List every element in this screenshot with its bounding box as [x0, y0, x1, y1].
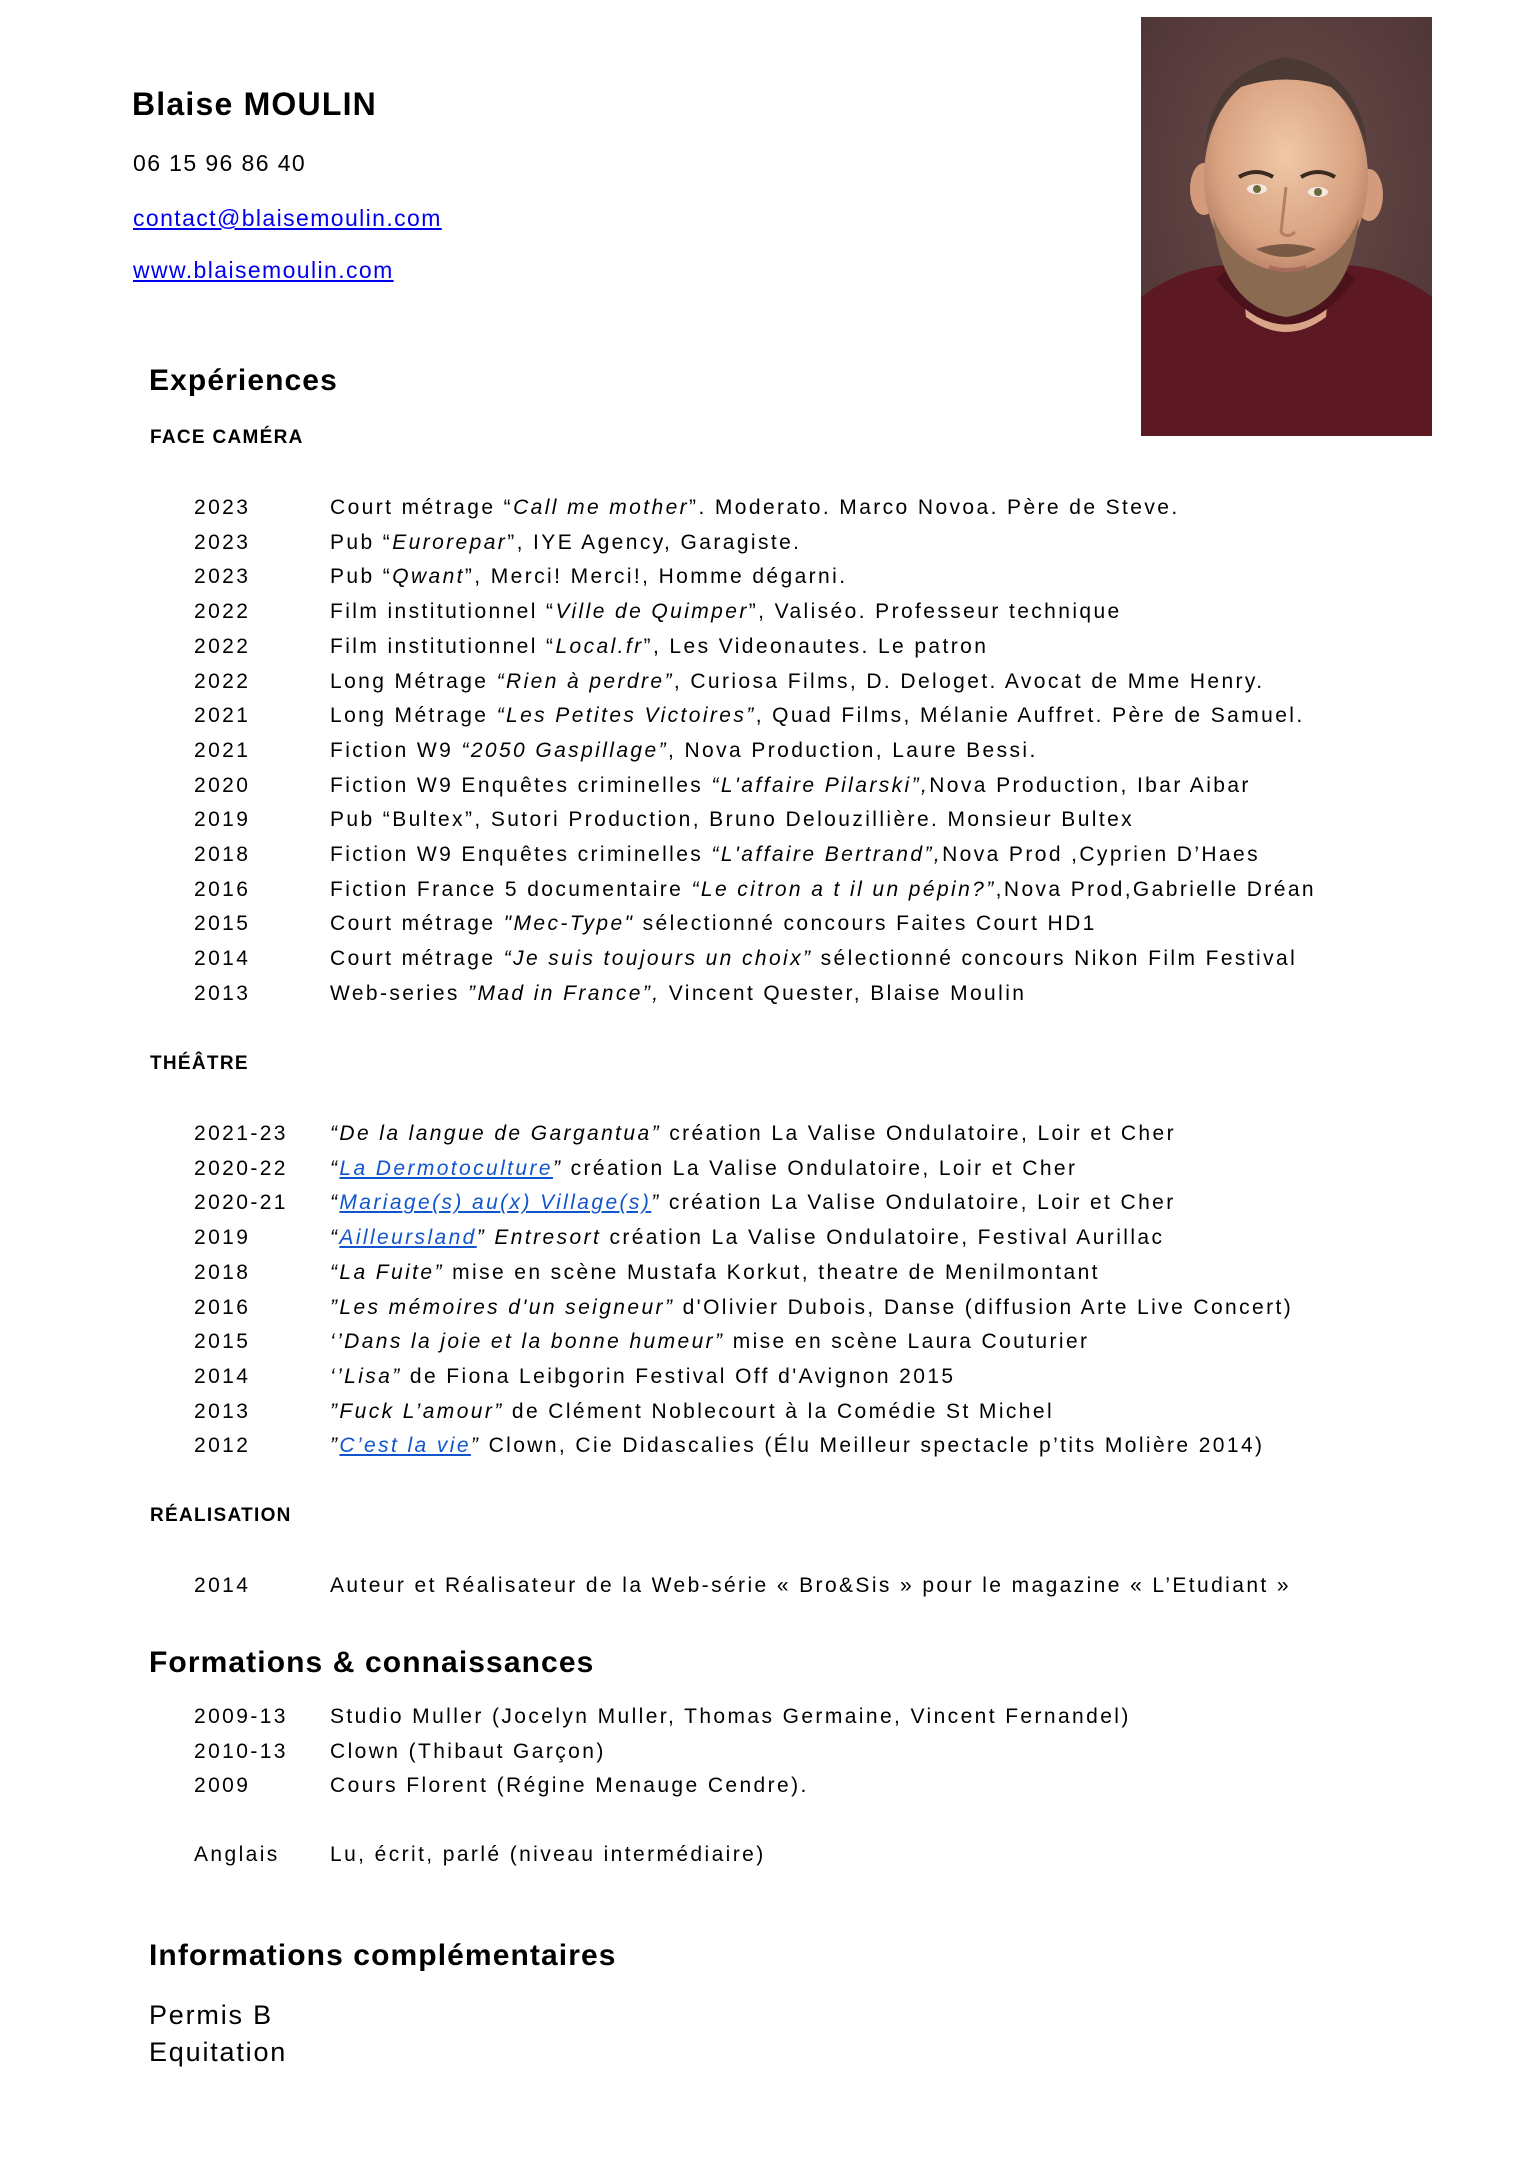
entry-year: 2013 — [194, 981, 251, 1005]
website-link[interactable]: www.blaisemoulin.com — [133, 257, 394, 283]
entry-year: 2023 — [194, 496, 251, 519]
entry-year: 2023 — [194, 530, 251, 554]
text-segment: de Fiona Leibgorin Festival Off d'Avignon 2015 — [401, 1364, 956, 1388]
subsection-title-face-camera: FACE CAMÉRA — [150, 427, 304, 448]
title-italic: "Mec-Type" — [503, 912, 635, 936]
title-italic: “ — [330, 1156, 340, 1180]
entry-year: 2023 — [194, 565, 251, 589]
entry-description — [330, 909, 1097, 939]
title-italic: Qwant — [392, 565, 465, 589]
entry-year: 2022 — [194, 669, 251, 693]
text-segment: Long Métrage — [330, 704, 497, 728]
text-segment: de Clément Noblecourt à la Comédie St Michel — [503, 1399, 1055, 1423]
title-italic: ” — [470, 1434, 481, 1458]
text-segment: ,Nova Prod,Gabrielle Dréan — [995, 877, 1316, 901]
entry-description — [330, 493, 1180, 523]
text-segment: Pub “Bultex”, Sutori Production, Bruno Delouzillière. Monsieur Bultex — [330, 808, 1135, 832]
entry-description — [330, 1258, 1100, 1288]
title-italic: “2050 Gaspillage” — [461, 738, 668, 762]
entry-description — [330, 944, 1297, 974]
email-link-wrapper — [133, 205, 442, 232]
text-segment: Court métrage “ — [330, 496, 514, 519]
entry-year: 2021-23 — [194, 1122, 288, 1145]
entry-year: 2021 — [194, 738, 251, 762]
production-link[interactable]: Ailleursland — [339, 1226, 477, 1250]
text-segment: Cours Florent (Régine Menauge Cendre). — [330, 1774, 809, 1798]
entry-description — [330, 1362, 955, 1392]
title-italic: Call me mother — [513, 496, 690, 519]
entry-year: 2013 — [194, 1399, 251, 1423]
entry-year: 2014 — [194, 1574, 251, 1597]
text-segment: , Nova Production, Laure Bessi. — [668, 738, 1038, 762]
text-segment: Long Métrage — [330, 669, 497, 693]
entry-description — [330, 597, 1122, 627]
text-segment: Nova Prod ,Cyprien D’Haes — [942, 843, 1261, 866]
text-segment: ”, IYE Agency, Garagiste. — [507, 530, 802, 554]
text-segment: Pub “ — [330, 565, 393, 589]
entry-description — [330, 736, 1038, 766]
text-segment: création La Valise Ondulatoire, Festival Aurillac — [601, 1226, 1165, 1250]
text-segment: Nova Production, Ibar Aibar — [929, 773, 1251, 797]
title-italic: “Le citron a t il un pépin?” — [691, 877, 996, 901]
text-segment: Studio Muller (Jocelyn Muller, Thomas Germaine, Vincent Fernandel) — [330, 1705, 1131, 1728]
entry-year: 2015 — [194, 912, 251, 936]
title-italic: ”Les mémoires d'un seigneur” — [330, 1295, 675, 1319]
entry-description — [330, 1431, 1264, 1461]
entry-year: 2016 — [194, 877, 251, 901]
title-italic: “ — [330, 1226, 340, 1250]
title-italic: “Rien à perdre” — [496, 669, 674, 693]
entry-description — [330, 1702, 1131, 1732]
info-item: Permis B — [149, 2000, 273, 2030]
email-link[interactable]: contact@blaisemoulin.com — [133, 205, 442, 231]
title-italic: “L'affaire Pilarski”, — [711, 773, 930, 797]
text-segment: d'Olivier Dubois, Danse (diffusion Arte Live Concert) — [674, 1295, 1294, 1319]
text-segment: , Quad Films, Mélanie Auffret. Père de Samuel. — [755, 704, 1305, 728]
entry-description — [330, 771, 1251, 801]
production-link[interactable]: La Dermotoculture — [339, 1156, 553, 1180]
production-link[interactable]: C’est la vie — [339, 1434, 471, 1458]
title-italic: “Les Petites Victoires” — [496, 704, 756, 728]
title-italic: ‘’Dans la joie et la bonne humeur” — [330, 1330, 725, 1354]
entry-year: 2014 — [194, 1364, 251, 1388]
entry-year: 2014 — [194, 947, 251, 971]
entry-year: 2009 — [194, 1774, 251, 1798]
entry-description — [330, 979, 1026, 1009]
entry-description — [330, 1397, 1054, 1427]
entry-description — [330, 1154, 1077, 1184]
entry-description — [330, 840, 1260, 870]
production-link[interactable]: Mariage(s) au(x) Village(s) — [339, 1191, 652, 1215]
text-segment: mise en scène Mustafa Korkut, theatre de Menilmontant — [443, 1260, 1100, 1284]
entry-year: 2010-13 — [194, 1739, 288, 1763]
text-segment: ”, Merci! Merci!, Homme dégarni. — [464, 565, 848, 589]
text-segment: Fiction W9 Enquêtes criminelles — [330, 773, 712, 797]
entry-description — [330, 1188, 1176, 1218]
subsection-title-realisation: RÉALISATION — [150, 1505, 292, 1526]
text-segment: ”, Valiséo. Professeur technique — [748, 600, 1122, 624]
entry-description — [330, 701, 1305, 731]
entry-year: 2020 — [194, 773, 251, 797]
text-segment: ”, Les Videonautes. Le patron — [643, 634, 989, 658]
text-segment: Clown, Cie Didascalies (Élu Meilleur spectacle p’tits Molière 2014) — [480, 1434, 1265, 1458]
info-item: Equitation — [149, 2037, 288, 2067]
subsection-title-theatre: THÉÂTRE — [150, 1053, 249, 1074]
entry-description — [330, 528, 801, 558]
title-italic: “L'affaire Bertrand”, — [711, 843, 943, 866]
entry-description — [330, 1327, 1089, 1357]
entry-year: 2019 — [194, 1226, 251, 1250]
language-level: Lu, écrit, parlé (niveau intermédiaire) — [330, 1843, 766, 1866]
entry-description — [330, 667, 1265, 697]
title-italic: ” — [651, 1191, 661, 1215]
entry-year: 2018 — [194, 843, 251, 866]
text-segment: mise en scène Laura Couturier — [724, 1330, 1090, 1354]
section-title-informations: Informations complémentaires — [149, 1939, 617, 1972]
text-segment: Court métrage — [330, 947, 504, 971]
entry-year: 2018 — [194, 1260, 251, 1284]
entry-year: 2019 — [194, 808, 251, 832]
entry-year: 2021 — [194, 704, 251, 728]
text-segment: Film institutionnel “ — [330, 634, 556, 658]
title-italic: Eurorepar — [392, 530, 508, 554]
entry-description — [330, 1737, 606, 1767]
text-segment: Film institutionnel “ — [330, 600, 556, 624]
portrait-illustration — [1141, 17, 1432, 436]
text-segment: Fiction France 5 documentaire — [330, 877, 692, 901]
title-italic: ‘’Lisa” — [330, 1364, 402, 1388]
entry-year: 2009-13 — [194, 1705, 288, 1728]
text-segment: Clown (Thibaut Garçon) — [330, 1739, 606, 1763]
entry-year: 2020-22 — [194, 1156, 288, 1180]
phone-number: 06 15 96 86 40 — [133, 150, 307, 176]
text-segment: création La Valise Ondulatoire, Loir et Cher — [660, 1122, 1176, 1145]
section-title-formations: Formations & connaissances — [149, 1646, 595, 1679]
entry-description — [330, 1119, 1176, 1149]
text-segment: Vincent Quester, Blaise Moulin — [660, 981, 1027, 1005]
text-segment: Fiction W9 Enquêtes criminelles — [330, 843, 712, 866]
entry-year: 2015 — [194, 1330, 251, 1354]
title-italic: “La Fuite” — [330, 1260, 444, 1284]
text-segment: ”. Moderato. Marco Novoa. Père de Steve. — [689, 496, 1180, 519]
title-italic: “De la langue de Gargantua” — [330, 1122, 661, 1145]
text-segment: , Curiosa Films, D. Deloget. Avocat de Mme Henry. — [673, 669, 1265, 693]
entry-description — [330, 562, 847, 592]
text-segment: sélectionné concours Nikon Film Festival — [812, 947, 1298, 971]
text-segment: création La Valise Ondulatoire, Loir et Cher — [562, 1156, 1078, 1180]
section-title-experiences: Expériences — [149, 364, 338, 397]
language-label: Anglais — [194, 1843, 280, 1866]
text-segment: Web-series — [330, 981, 469, 1005]
portrait-photo — [1141, 17, 1432, 436]
entry-description — [330, 1223, 1164, 1253]
entry-description — [330, 875, 1316, 905]
website-link-wrapper — [133, 257, 394, 284]
text-segment: Auteur et Réalisateur de la Web-série « Bro&Sis » pour le magazine « L’Etudiant » — [330, 1574, 1291, 1597]
entry-description — [330, 1571, 1291, 1601]
title-italic: ”Fuck L’amour” — [330, 1399, 504, 1423]
title-italic: ”Mad in France”, — [468, 981, 661, 1005]
title-italic: “Je suis toujours un choix” — [503, 947, 813, 971]
title-italic: Ville de Quimper — [555, 600, 749, 624]
candidate-name: Blaise MOULIN — [132, 86, 377, 122]
title-italic: ” — [552, 1156, 563, 1180]
entry-year: 2012 — [194, 1434, 251, 1458]
text-segment: sélectionné concours Faites Court HD1 — [634, 912, 1097, 936]
entry-description — [330, 1293, 1293, 1323]
entry-year: 2022 — [194, 600, 251, 624]
entry-year: 2020-21 — [194, 1191, 288, 1215]
title-italic: ” Entresort — [476, 1226, 602, 1250]
title-italic: Local.fr — [555, 634, 644, 658]
text-segment: Court métrage — [330, 912, 504, 936]
title-italic: ” — [330, 1434, 340, 1458]
entry-description — [330, 1771, 809, 1801]
text-segment: création La Valise Ondulatoire, Loir et Cher — [660, 1191, 1176, 1215]
entry-year: 2016 — [194, 1295, 251, 1319]
text-segment: Fiction W9 — [330, 738, 462, 762]
entry-description — [330, 805, 1134, 835]
text-segment: Pub “ — [330, 530, 393, 554]
entry-year: 2022 — [194, 634, 251, 658]
entry-description — [330, 632, 988, 662]
title-italic: “ — [330, 1191, 340, 1215]
